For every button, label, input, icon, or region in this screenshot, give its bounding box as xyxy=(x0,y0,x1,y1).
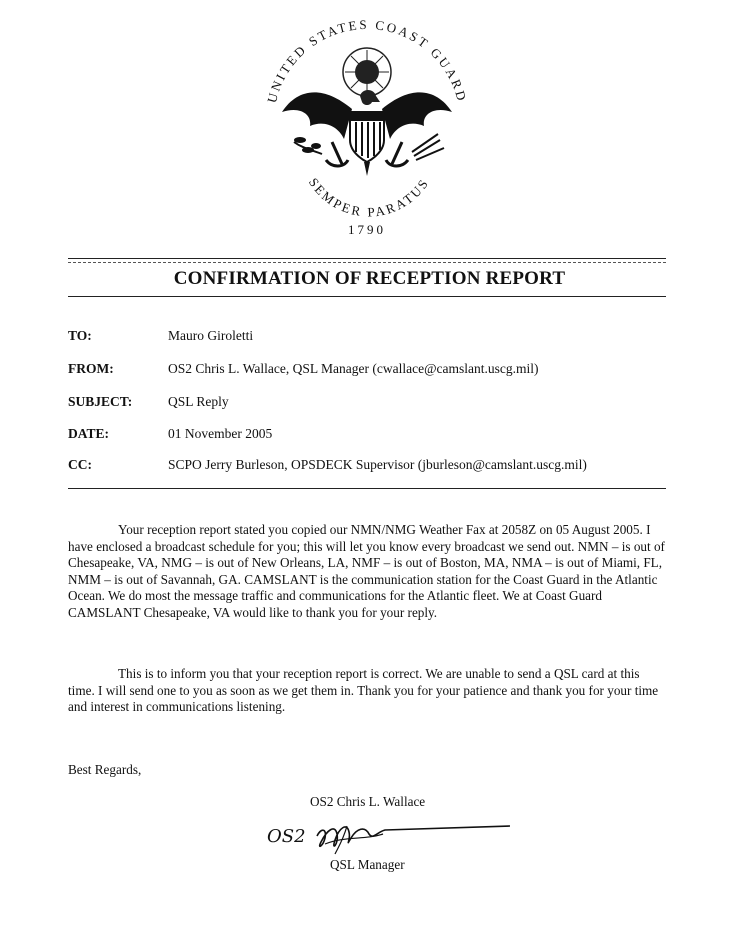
body-paragraph-1-text: Your reception report stated you copied our NMN/NMG Weather Fax at 2058Z on 05 August 2005. I have enclosed a broadcast schedule for you; this will let you know every broadcast we send out. NMN – is out of Chesapeake, VA, NMG – is out of New Orleans, LA, NMF – is out of Boston, MA, NMA – is out of Miami, FL, NMM – is out of Savannah, GA. CAMSLANT is the communication station for the Coast Guard in the Atlantic Ocean. We do most the message traffic and communications for the Atlantic fleet. We at Coast Guard CAMSLANT Chesapeake, VA would like to thank you for your reply. xyxy=(68,522,665,620)
date-label: DATE: xyxy=(68,426,110,441)
body-paragraph-2-text: This is to inform you that your reception report is correct. We are unable to send a QSL card at this time. I will send one to you as soon as we get them in. Thank you for your patience and thank you for your time and interest in communications listening. xyxy=(68,666,659,715)
signer-title: QSL Manager xyxy=(330,857,405,872)
cc-label: CC: xyxy=(68,457,92,472)
seal-motto-text: SEMPER PARATUS xyxy=(305,174,433,220)
seal-year: 1790 xyxy=(348,222,386,237)
to-value: Mauro Giroletti xyxy=(168,328,254,343)
header-bottom-rule xyxy=(68,488,666,489)
header-top-rule xyxy=(68,258,666,259)
body-paragraph-1 xyxy=(68,522,668,622)
coast-guard-seal xyxy=(252,14,482,244)
subject-value: QSL Reply xyxy=(168,394,229,409)
signature-prefix: OS2 xyxy=(267,826,306,847)
seal-top-text: UNITED STATES COAST GUARD xyxy=(264,16,470,105)
subject-label: SUBJECT: xyxy=(68,394,133,409)
cc-value: SCPO Jerry Burleson, OPSDECK Supervisor (jburleson@camslant.uscg.mil) xyxy=(168,457,587,472)
signer-name: OS2 Chris L. Wallace xyxy=(310,794,426,809)
report-title: CONFIRMATION OF RECEPTION REPORT xyxy=(173,268,566,289)
to-label: TO: xyxy=(68,328,92,343)
from-value: OS2 Chris L. Wallace, QSL Manager (cwallace@camslant.uscg.mil) xyxy=(168,361,539,376)
date-value: 01 November 2005 xyxy=(168,426,273,441)
body-paragraph-2 xyxy=(68,666,668,716)
svg-text:SEMPER PARATUS xyxy=(306,175,432,219)
from-label: FROM: xyxy=(68,361,114,376)
title-bottom-rule xyxy=(68,296,666,297)
closing-salutation: Best Regards, xyxy=(68,762,142,777)
header-top-rule-secondary xyxy=(68,262,666,263)
